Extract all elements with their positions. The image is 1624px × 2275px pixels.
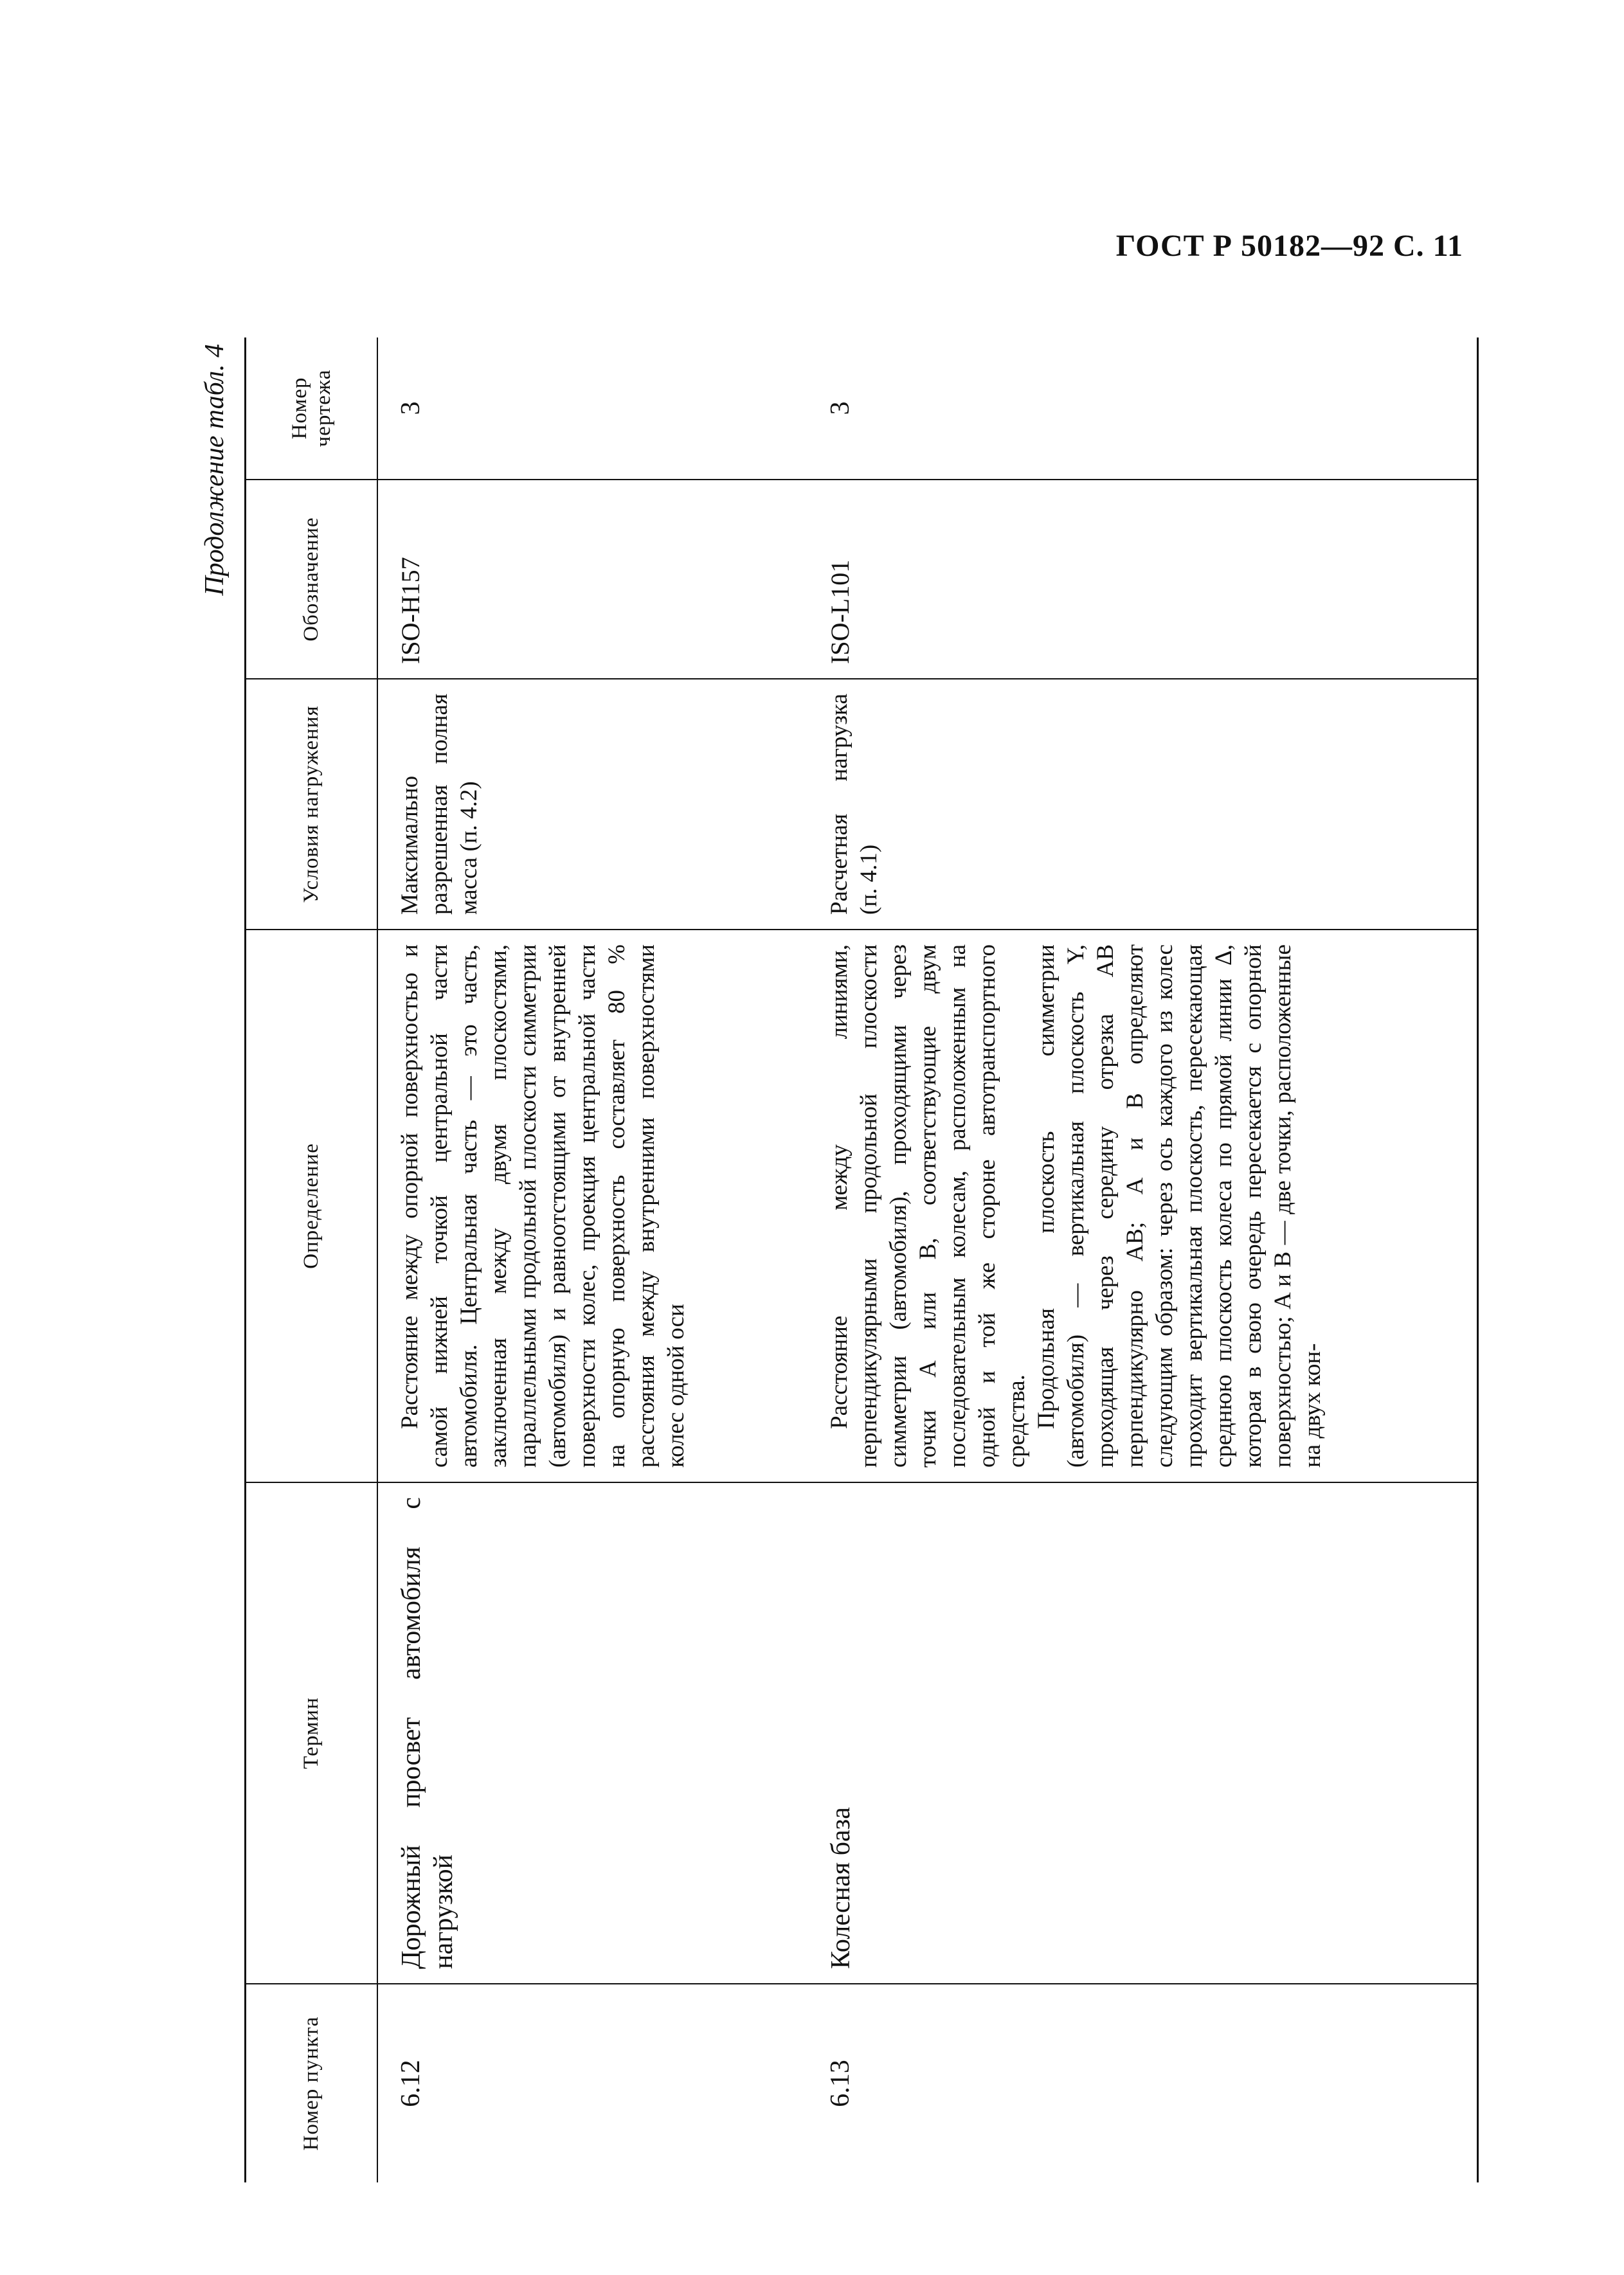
column-header-definition: Определение (246, 930, 378, 1482)
column-header-designation: Обозначение (246, 480, 378, 678)
column-header-load: Условия нагружения (246, 679, 378, 929)
row-2-load: Расчетная нагрузка (п. 4.1) (826, 694, 882, 915)
row-2-definition-continued: Продольная плоскость симметрии (автомобиля) — вертикальная плоскость Y, проходящая через середину отрезка AB перпендикулярно AB; A и B определяют следующим образом: через ось каждого из колес проходит вертикальная плоскость, пересекающая среднюю плоскость колеса по прямой линии Δ, которая в свою очередь пересекается с опорной поверхностью; A и B — две точки, расположенные на двух кон- (1033, 944, 1326, 1468)
column-term (246, 1482, 1477, 1983)
row-2-term: Колесная база (826, 1807, 856, 1969)
row-2-designation: ISO-L101 (826, 559, 854, 664)
row-2-definition: Расстояние между линиями, перпендикулярными продольной плоскости симметрии (автомобиля), проходящими через точки A или B, соответствующие двум последовательным колесам, расположенным на одной и той же стороне автотранспортного средства. (826, 944, 1030, 1468)
page-header: ГОСТ Р 50182—92 С. 11 (1115, 229, 1463, 263)
row-2-definition-block (825, 930, 1328, 1482)
column-definition (246, 929, 1477, 1482)
column-header-drawing: Номер чертежа (246, 337, 378, 479)
row-1-number: 6.12 (396, 2060, 426, 2107)
table (244, 337, 1479, 2182)
column-header-number: Номер пункта (246, 1984, 378, 2182)
row-2-number: 6.13 (826, 2060, 855, 2107)
column-number (246, 1983, 1477, 2182)
row-1-drawing: 3 (396, 401, 426, 415)
row-2-drawing: 3 (826, 401, 855, 415)
column-header-term: Термин (246, 1483, 378, 1983)
row-1-term: Дорожный просвет автомобиля с нагрузкой (397, 1497, 458, 1969)
row-1-definition: Расстояние между опорной поверхностью и самой нижней точкой центральной части автомобиля. Центральная часть — это часть, заключенная между двумя плоскостями, параллельными продольной плоскости симметрии (автомобиля) и равноотстоящими от внутренней поверхности колес, проекция центральной части на опорную поверхность составляет 80 % расстояния между внутренними поверхностями колес одной оси (397, 944, 689, 1468)
table-continuation-caption: Продолжение табл. 4 (200, 344, 230, 596)
column-designation (246, 479, 1477, 678)
row-1-designation: ISO-H157 (396, 557, 425, 664)
row-1-load: Максимально разрешенная полная масса (п. 4.2) (397, 694, 482, 915)
rotated-table-container (200, 337, 1479, 2182)
column-load (246, 678, 1477, 929)
column-drawing (246, 337, 1477, 479)
